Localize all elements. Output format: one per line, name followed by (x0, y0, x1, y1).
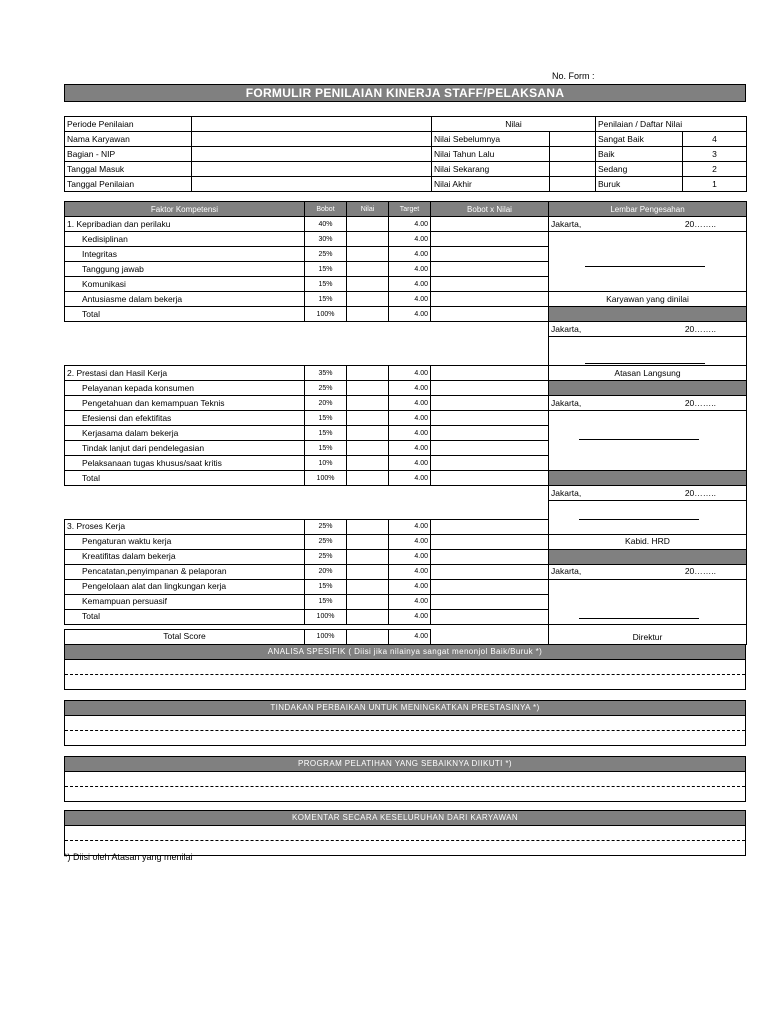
item-label: Efesiensi dan efektifitas (65, 411, 305, 426)
assessment-date-field[interactable] (192, 177, 432, 192)
place-label: Jakarta, (551, 566, 582, 576)
target-cell: 4.00 (389, 441, 431, 456)
target-cell: 4.00 (389, 549, 431, 564)
target-cell: 4.00 (389, 217, 431, 232)
pengesahan-date-row (549, 322, 747, 337)
bobot-cell: 15% (305, 441, 347, 456)
date-label: 20…….. (684, 566, 716, 576)
bobot-cell: 25% (305, 549, 347, 564)
date-label: 20…….. (684, 487, 716, 498)
spacer (65, 337, 549, 366)
date-label: 20…….. (684, 397, 716, 408)
header-pengesahan: Lembar Pengesahan (549, 202, 747, 217)
nilai-input[interactable] (347, 549, 389, 564)
bobot-x-nilai-cell (431, 396, 549, 411)
item-label: Pelayanan kepada konsumen (65, 381, 305, 396)
bobot-x-nilai-cell (431, 456, 549, 471)
target-cell: 4.00 (389, 292, 431, 307)
bobot-cell: 25% (305, 247, 347, 262)
nilai-input[interactable] (347, 247, 389, 262)
bobot-x-nilai-cell (431, 426, 549, 441)
signature-line (579, 519, 699, 520)
form-title: FORMULIR PENILAIAN KINERJA STAFF/PELAKSANA (64, 84, 746, 102)
nilai-input[interactable] (347, 277, 389, 292)
bobot-cell: 15% (305, 426, 347, 441)
signer-label: Kabid. HRD (549, 534, 747, 549)
target-cell: 4.00 (389, 564, 431, 579)
item-label: Tindak lanjut dari pendelegasian (65, 441, 305, 456)
bobot-x-nilai-cell (431, 277, 549, 292)
bobot-x-nilai-cell (431, 594, 549, 609)
nilai-label: Nilai Sebelumnya (432, 132, 550, 147)
scale-value: 2 (683, 162, 747, 177)
bobot-cell: 15% (305, 292, 347, 307)
scale-value: 1 (683, 177, 747, 192)
bobot-x-nilai-cell (431, 307, 549, 322)
header-faktor: Faktor Kompetensi (65, 202, 305, 217)
nilai-value-field[interactable] (550, 132, 596, 147)
pengesahan-date-row (549, 486, 747, 501)
bobot-cell: 15% (305, 277, 347, 292)
bobot-cell: 15% (305, 262, 347, 277)
tindakan-header: TINDAKAN PERBAIKAN UNTUK MENINGKATKAN PRESTASINYA *) (65, 701, 745, 716)
nilai-input[interactable] (347, 411, 389, 426)
nilai-input[interactable] (347, 307, 389, 322)
place-label: Jakarta, (551, 323, 582, 334)
nilai-label: Nilai Tahun Lalu (432, 147, 550, 162)
item-label: Tanggung jawab (65, 262, 305, 277)
target-cell: 4.00 (389, 594, 431, 609)
bobot-x-nilai-cell (431, 471, 549, 486)
total-score-label: Total Score (65, 629, 305, 644)
scale-header: Penilaian / Daftar Nilai (596, 117, 747, 132)
bobot-x-nilai-cell (431, 232, 549, 247)
nilai-label: Nilai Sekarang (432, 162, 550, 177)
employee-info-table (64, 116, 747, 192)
info-label: Periode Penilaian (65, 117, 192, 132)
footnote: *) Diisi oleh Atasan yang menilai (64, 852, 193, 862)
bobot-x-nilai-cell (431, 609, 549, 624)
department-nip-field[interactable] (192, 147, 432, 162)
bobot-cell: 100% (305, 471, 347, 486)
target-cell: 4.00 (389, 471, 431, 486)
signature-line (585, 363, 705, 364)
nilai-value-field[interactable] (550, 162, 596, 177)
date-label: 20…….. (684, 218, 716, 229)
target-cell: 4.00 (389, 396, 431, 411)
item-label: Kreatifitas dalam bekerja (65, 549, 305, 564)
item-label: Kedisiplinan (65, 232, 305, 247)
signature-box-direktur[interactable] (549, 579, 747, 624)
nilai-input[interactable] (347, 396, 389, 411)
item-label: Kemampuan persuasif (65, 594, 305, 609)
target-cell: 4.00 (389, 629, 431, 644)
signer-label: Atasan Langsung (549, 366, 747, 381)
komentar-header: KOMENTAR SECARA KESELURUHAN DARI KARYAWAN (65, 811, 745, 826)
target-cell: 4.00 (389, 411, 431, 426)
target-cell: 4.00 (389, 307, 431, 322)
bobot-cell: 25% (305, 519, 347, 534)
nilai-input[interactable] (347, 629, 389, 644)
info-label: Nama Karyawan (65, 132, 192, 147)
nilai-label: Nilai Akhir (432, 177, 550, 192)
item-label: Pelaksanaan tugas khusus/saat kritis (65, 456, 305, 471)
nilai-value-field[interactable] (550, 177, 596, 192)
bobot-x-nilai-cell (431, 292, 549, 307)
section-title: 3. Proses Kerja (65, 519, 305, 534)
target-cell: 4.00 (389, 381, 431, 396)
info-label: Tanggal Penilaian (65, 177, 192, 192)
bobot-x-nilai-cell (431, 564, 549, 579)
target-cell: 4.00 (389, 277, 431, 292)
place-label: Jakarta, (551, 397, 582, 408)
gray-separator (549, 549, 747, 564)
bobot-cell: 35% (305, 366, 347, 381)
scale-label: Sedang (596, 162, 683, 177)
scale-label: Baik (596, 147, 683, 162)
header-nilai: Nilai (347, 202, 389, 217)
item-label: Pengetahuan dan kemampuan Teknis (65, 396, 305, 411)
bobot-cell: 20% (305, 396, 347, 411)
signature-box-hrd[interactable] (549, 411, 747, 471)
bobot-x-nilai-cell (431, 247, 549, 262)
bobot-cell: 15% (305, 411, 347, 426)
tindakan-line[interactable] (65, 731, 745, 745)
nilai-input[interactable] (347, 609, 389, 624)
analisa-line[interactable] (65, 660, 745, 675)
place-label: Jakarta, (551, 218, 582, 229)
bobot-x-nilai-cell (431, 579, 549, 594)
scale-value: 3 (683, 147, 747, 162)
item-label: Kerjasama dalam bekerja (65, 426, 305, 441)
pengesahan-date-row (549, 564, 747, 579)
header-bobot-x-nilai: Bobot x Nilai (431, 202, 549, 217)
bobot-x-nilai-cell (431, 411, 549, 426)
bobot-x-nilai-cell (431, 217, 549, 232)
spacer (65, 486, 549, 501)
nilai-input[interactable] (347, 366, 389, 381)
nilai-input[interactable] (347, 519, 389, 534)
nilai-input[interactable] (347, 262, 389, 277)
signature-box-atasan[interactable] (549, 337, 747, 366)
spacer (65, 501, 549, 520)
tindakan-section (64, 700, 746, 746)
nilai-input[interactable] (347, 381, 389, 396)
signature-line (585, 266, 705, 267)
target-cell: 4.00 (389, 232, 431, 247)
komentar-section (64, 810, 746, 856)
nilai-input[interactable] (347, 232, 389, 247)
nilai-input[interactable] (347, 579, 389, 594)
signer-label: Karyawan yang dinilai (549, 292, 747, 307)
start-date-field[interactable] (192, 162, 432, 177)
spacer (431, 629, 549, 644)
program-line[interactable] (65, 787, 745, 801)
bobot-cell: 40% (305, 217, 347, 232)
place-label: Jakarta, (551, 487, 582, 498)
tindakan-line[interactable] (65, 716, 745, 731)
target-cell: 4.00 (389, 247, 431, 262)
item-label: Pengaturan waktu kerja (65, 534, 305, 549)
analisa-header: ANALISA SPESIFIK ( Diisi jika nilainya sangat menonjol Baik/Buruk *) (65, 645, 745, 660)
target-cell: 4.00 (389, 366, 431, 381)
signer-label: Direktur (549, 624, 747, 644)
bobot-x-nilai-cell (431, 262, 549, 277)
target-cell: 4.00 (389, 456, 431, 471)
signature-line (579, 618, 699, 619)
scale-value: 4 (683, 132, 747, 147)
nilai-input[interactable] (347, 426, 389, 441)
nilai-input[interactable] (347, 471, 389, 486)
total-label: Total (65, 471, 305, 486)
section-title: 1. Kepribadian dan perilaku (65, 217, 305, 232)
bobot-cell: 100% (305, 307, 347, 322)
komentar-line[interactable] (65, 826, 745, 841)
item-label: Pencatatan,penyimpanan & pelaporan (65, 564, 305, 579)
nilai-header: Nilai (432, 117, 596, 132)
gray-separator (549, 307, 747, 322)
total-label: Total (65, 307, 305, 322)
header-target: Target (389, 202, 431, 217)
program-header: PROGRAM PELATIHAN YANG SEBAIKNYA DIIKUTI *) (65, 757, 745, 772)
nilai-input[interactable] (347, 292, 389, 307)
target-cell: 4.00 (389, 519, 431, 534)
target-cell: 4.00 (389, 579, 431, 594)
signature-line (579, 439, 699, 440)
bobot-cell: 10% (305, 456, 347, 471)
section-title: 2. Prestasi dan Hasil Kerja (65, 366, 305, 381)
gray-separator (549, 381, 747, 396)
target-cell: 4.00 (389, 534, 431, 549)
nilai-input[interactable] (347, 456, 389, 471)
info-label: Bagian - NIP (65, 147, 192, 162)
header-bobot: Bobot (305, 202, 347, 217)
signature-box-kabid[interactable] (549, 501, 747, 535)
signature-box-karyawan[interactable] (549, 232, 747, 292)
scale-label: Buruk (596, 177, 683, 192)
bobot-x-nilai-cell (431, 519, 549, 534)
bobot-x-nilai-cell (431, 549, 549, 564)
bobot-cell: 30% (305, 232, 347, 247)
bobot-cell: 100% (305, 629, 347, 644)
item-label: Komunikasi (65, 277, 305, 292)
nilai-value-field[interactable] (550, 147, 596, 162)
total-label: Total (65, 609, 305, 624)
bobot-cell: 15% (305, 594, 347, 609)
date-label: 20…….. (684, 323, 716, 334)
bobot-x-nilai-cell (431, 534, 549, 549)
bobot-cell: 25% (305, 381, 347, 396)
bobot-x-nilai-cell (431, 441, 549, 456)
nilai-input[interactable] (347, 217, 389, 232)
competency-table (64, 201, 747, 645)
nilai-input[interactable] (347, 534, 389, 549)
nilai-input[interactable] (347, 441, 389, 456)
pengesahan-date-row (549, 217, 747, 232)
target-cell: 4.00 (389, 262, 431, 277)
target-cell: 4.00 (389, 426, 431, 441)
bobot-cell: 25% (305, 534, 347, 549)
pengesahan-date-row (549, 396, 747, 411)
program-section (64, 756, 746, 802)
nilai-input[interactable] (347, 594, 389, 609)
item-label: Antusiasme dalam bekerja (65, 292, 305, 307)
item-label: Integritas (65, 247, 305, 262)
nilai-input[interactable] (347, 564, 389, 579)
form-number-label: No. Form : (552, 71, 595, 81)
bobot-cell: 20% (305, 564, 347, 579)
bobot-x-nilai-cell (431, 381, 549, 396)
info-label: Tanggal Masuk (65, 162, 192, 177)
analisa-line[interactable] (65, 675, 745, 689)
bobot-x-nilai-cell (431, 366, 549, 381)
period-field[interactable] (192, 117, 432, 132)
bobot-cell: 15% (305, 579, 347, 594)
item-label: Pengelolaan alat dan lingkungan kerja (65, 579, 305, 594)
spacer (65, 322, 549, 337)
program-line[interactable] (65, 772, 745, 787)
gray-separator (549, 471, 747, 486)
analisa-section (64, 644, 746, 690)
bobot-cell: 100% (305, 609, 347, 624)
employee-name-field[interactable] (192, 132, 432, 147)
target-cell: 4.00 (389, 609, 431, 624)
scale-label: Sangat Baik (596, 132, 683, 147)
